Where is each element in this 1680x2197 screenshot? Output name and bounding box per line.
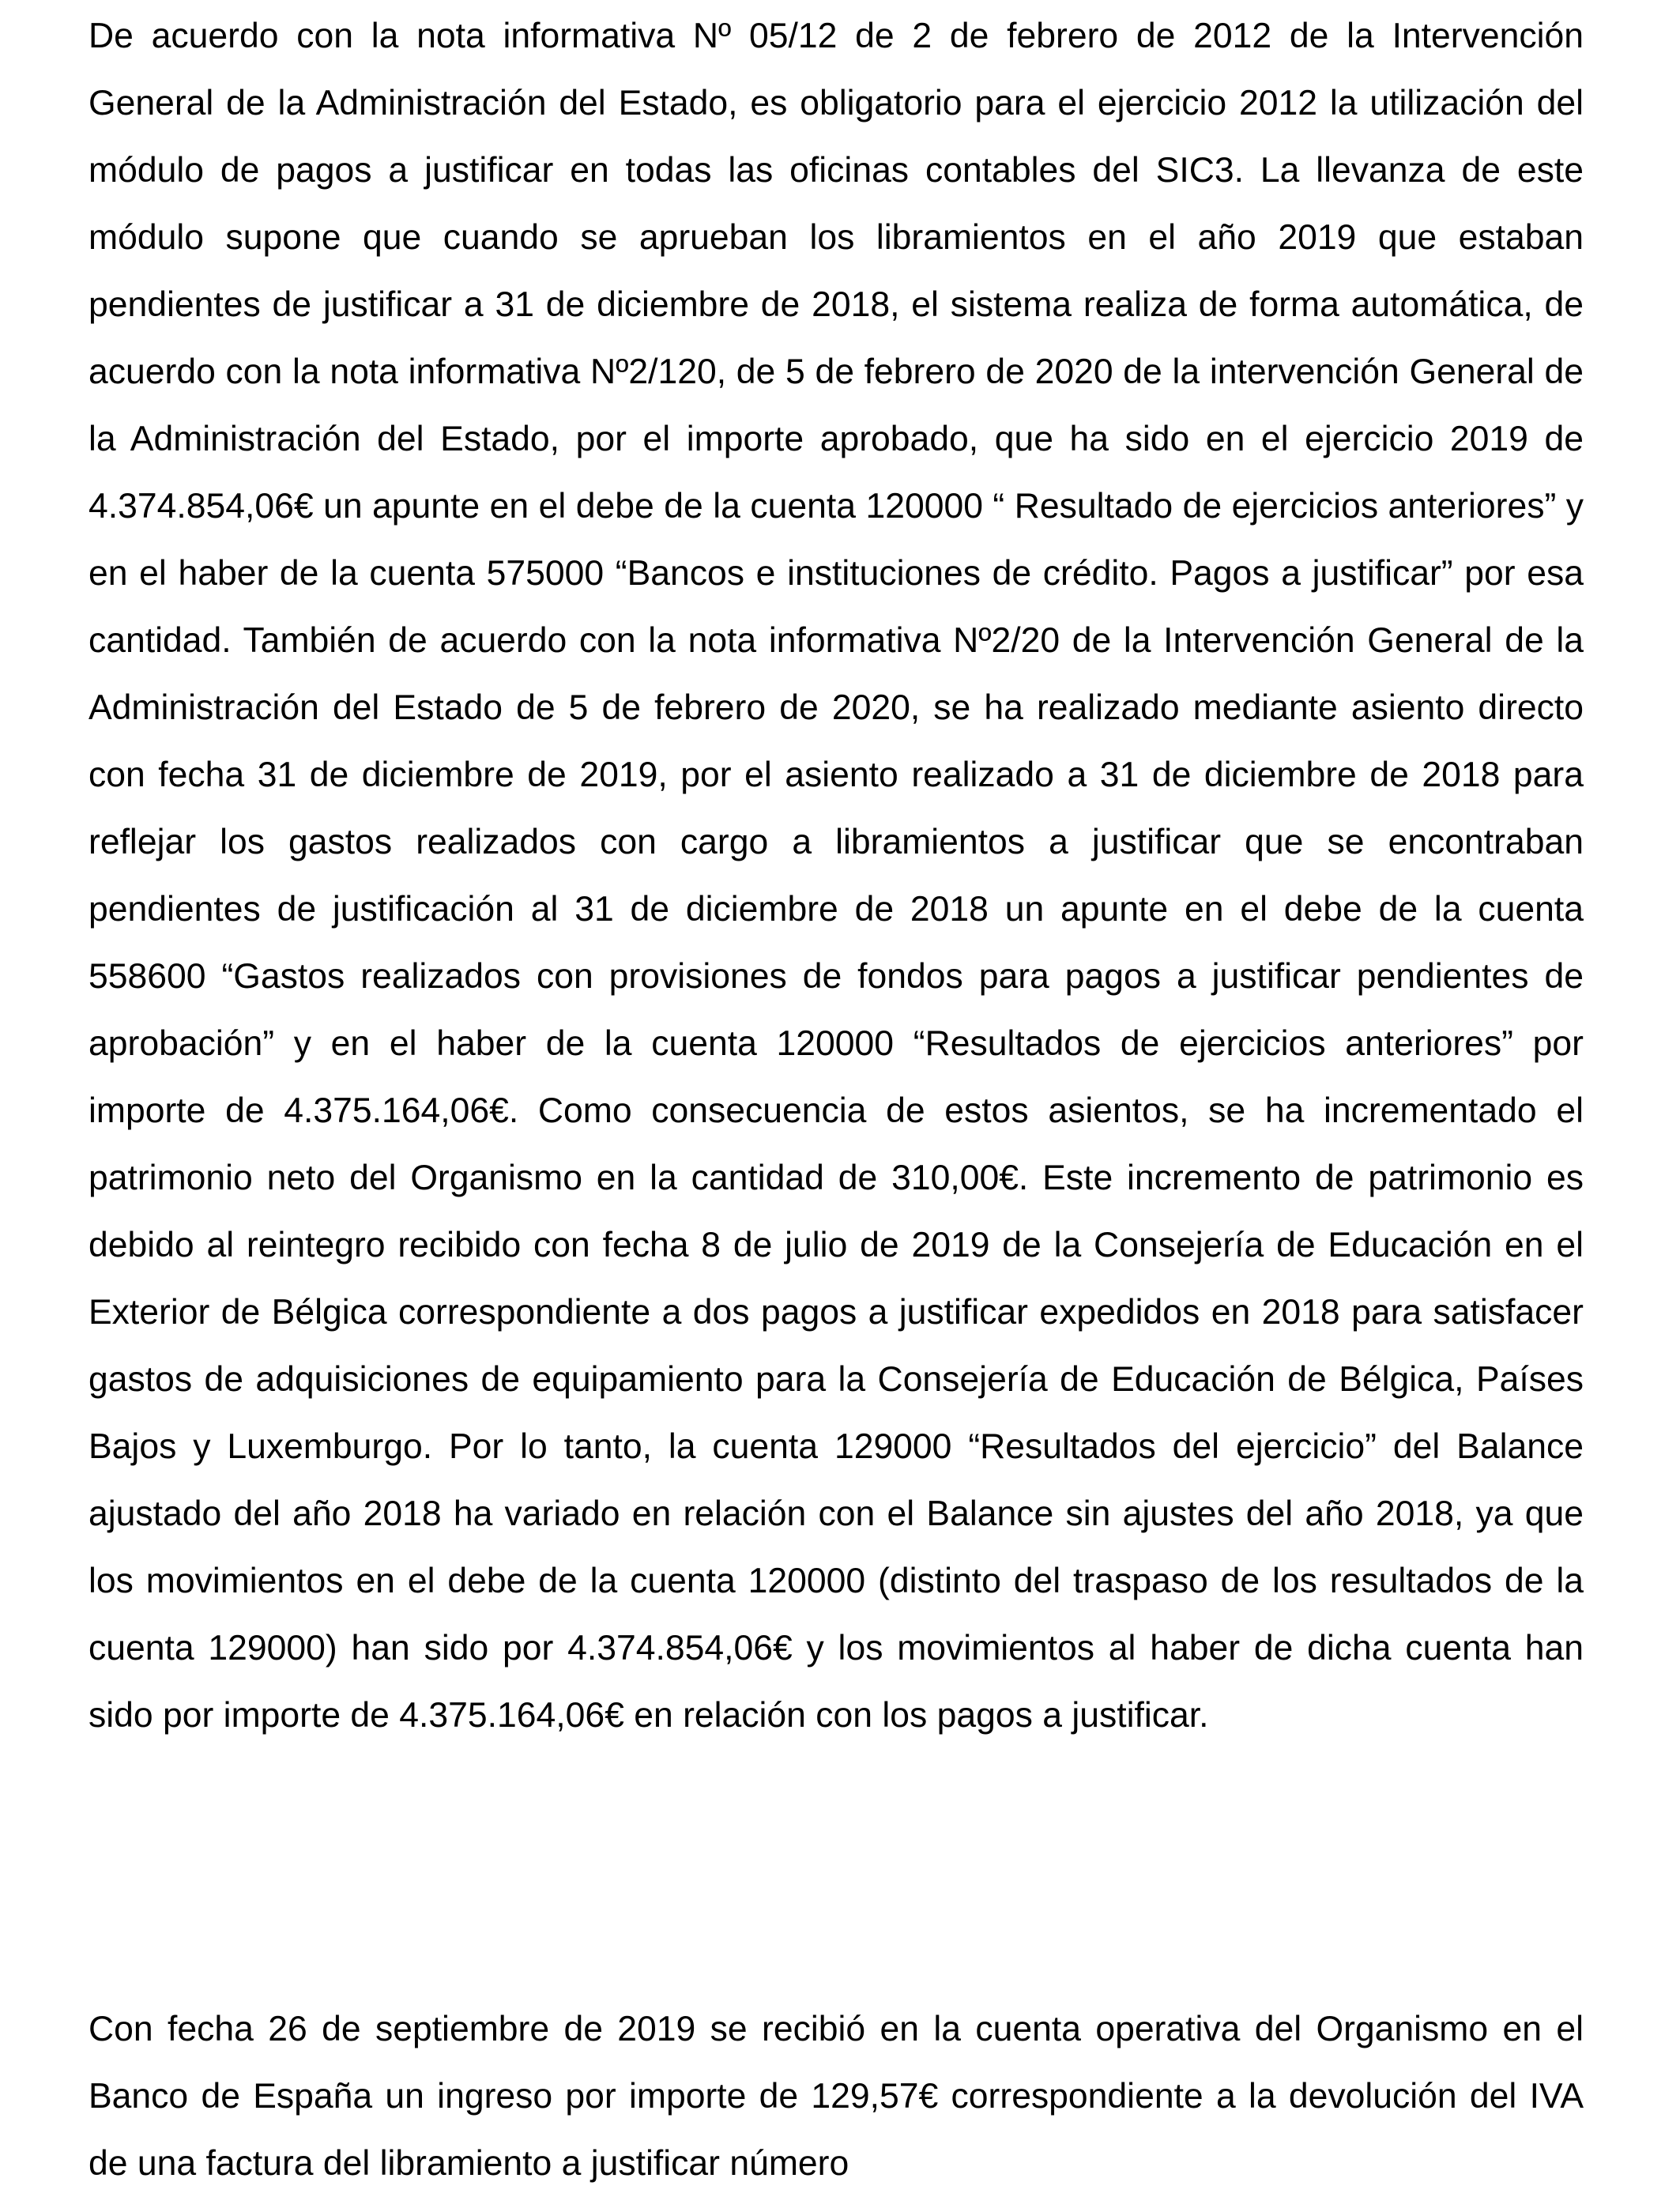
paragraph-pagos-justificar: De acuerdo con la nota informativa Nº 05/12 de 2 de febrero de 2012 de la Intervención General de la Administración del Estado, es obligatorio para el ejercicio 2012 la utilización del módulo de pagos a justificar en todas las oficinas contables del SIC3. La llevanza de este módulo supone que cuando se aprueban los libramientos en el año 2019 que estaban pendientes de justificar a 31 de diciembre de 2018, el sistema realiza de forma automática, de acuerdo con la nota informativa Nº2/120, de 5 de febrero de 2020 de la intervención General de la Administración del Estado, por el importe aprobado, que ha sido en el ejercicio 2019 de 4.374.854,06€ un apunte en el debe de la cuenta 120000 “ Resultado de ejercicios anteriores” y en el haber de la cuenta 575000 “Bancos e instituciones de crédito. Pagos a justificar” por esa cantidad. También de acuerdo con la nota informativa Nº2/20 de la Intervención General de la Administración del Estado de 5 de febrero de 2020, se ha realizado mediante asiento directo con fecha 31 de diciembre de 2019, por el asiento realizado a 31 de diciembre de 2018 para reflejar los gastos realizados con cargo a libramientos a justificar que se encontraban pendientes de justificación al 31 de diciembre de 2018 un apunte en el debe de la cuenta 558600 “Gastos realizados con provisiones de fondos para pagos a justificar pendientes de aprobación” y en el haber de la cuenta 120000 “Resultados de ejercicios anteriores” por importe de 4.375.164,06€. Como consecuencia de estos asientos, se ha incrementado el patrimonio neto del Organismo en la cantidad de 310,00€. Este incremento de patrimonio es debido al reintegro recibido con fecha 8 de julio de 2019 de la Consejería de Educación en el Exterior de Bélgica correspondiente a dos pagos a justificar expedidos en 2018 para satisfacer gastos de adquisiciones de equipamiento para la Consejería de Educación de Bélgica, Países Bajos y Luxemburgo. Por lo tanto, la cuenta 129000 “Resultados del ejercicio” del Balance ajustado del año 2018 ha variado en relación con el Balance sin ajustes del año 2018, ya que los movimientos en el debe de la cuenta 120000 (distinto del traspaso de los resultados de la cuenta 129000) han sido por 4.374.854,06€ y los movimientos al haber de dicha cuenta han sido por importe de 4.375.164,06€ en relación con los pagos a justificar. [89, 17, 1584, 1735]
paragraph-devolucion-iva: Con fecha 26 de septiembre de 2019 se recibió en la cuenta operativa del Organismo en el Banco de España un ingreso por importe de 129,57€ correspondiente a la devolución del IVA de una factura del libramiento a justificar número [89, 2010, 1584, 2183]
